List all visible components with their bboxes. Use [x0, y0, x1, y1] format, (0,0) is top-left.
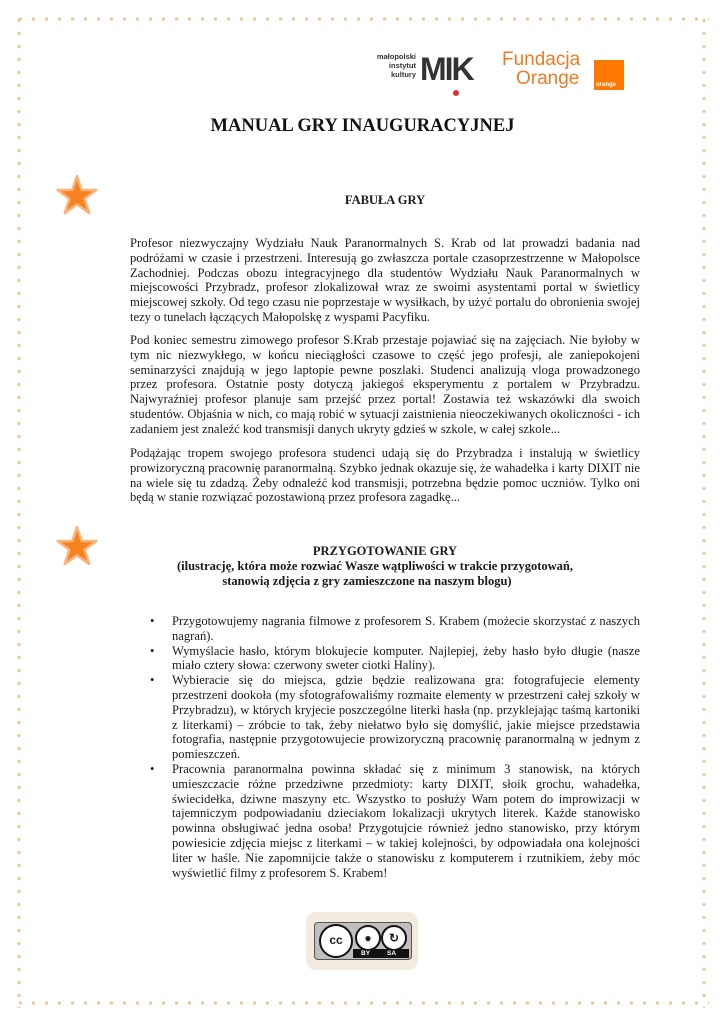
- page-title: MANUAL GRY INAUGURACYJNEJ: [210, 116, 515, 136]
- cc-icon: cc: [319, 924, 353, 958]
- list-item-text: Wybieracie się do miejsca, gdzie będzie realizowana gra: fotografujecie elementy przestrzeni dookoła (my sfotografowaliśmy rozmaite elementy w przestrzeni całej szkoły w Przybradzu), w których kryjecie poszczególne literki hasła (np. przyklejając taśmą kartoniki z literkami) – zróbcie to tak, żeby niełatwo było się domyślić, jakie miejsce przedstawia fotografia, następnie przygotowujecie prowizoryczną pracownię paranormalną w jednym z pomieszczeń.: [172, 673, 640, 762]
- orange-name-line: Orange: [516, 68, 580, 89]
- cc-sa-label: SA: [387, 950, 397, 957]
- border-bottom: [14, 998, 709, 1008]
- cc-license-badge: [306, 912, 418, 970]
- cc-license-box: [314, 922, 412, 960]
- border-right: [699, 14, 709, 1008]
- orange-name-line: Fundacja: [502, 49, 581, 70]
- mik-logo: [372, 52, 482, 88]
- story-paragraph: Podążając tropem swojego profesora studenci udają się do Przybradza i instalują w świetlicy prowizoryczną pracownię paranormalną. Szybko jednak okazuje się, że wahadełka i karty DIXIT nie na wiele się tu zdadzą. Żeby odnaleźć kod transmisji, potrzebna będzie pomoc uczniów. Tylko oni będą w stanie rozwiązać pozostawioną przez profesora zagadkę...: [130, 446, 640, 505]
- mik-text-line: małopolski: [376, 52, 416, 61]
- list-item: [150, 644, 640, 674]
- mik-wordmark: MIK: [420, 51, 473, 87]
- mik-text-line: instytut: [388, 61, 416, 70]
- orange-square-logo: [594, 60, 624, 90]
- bullet-icon: •: [150, 643, 155, 658]
- cc-terms-bar: [353, 949, 409, 958]
- orange-square-label: orange: [596, 82, 617, 88]
- cc-by-label: BY: [361, 950, 371, 957]
- preparation-list: [150, 614, 640, 880]
- list-item-text: Przygotowujemy nagrania filmowe z profesorem S. Krabem (możecie skorzystać z naszych nagrań).: [172, 614, 640, 643]
- list-item: [150, 762, 640, 880]
- section-title-fabula: FABUŁA GRY: [344, 193, 426, 207]
- story-paragraph: Pod koniec semestru zimowego profesor S.Krab przestaje pojawiać się na zajęciach. Nie byłoby w tym nic niezwykłego, w końcu nieciągłości czasowe to część jego profesji, ale zaniepokojeni seminarzyści znajdują w jego laptopie pewne poszlaki. Studenci analizują vloga prowadzonego przez profesora. Ostatnie posty dotyczą jakiegoś eksperymentu z portalem w Przybradzu. Najwyraźniej profesor planuje sam przejść przez portal! Zostawia też wskazówki dla swoich studentów. Objaśnia w nich, co mają robić w sytuacji zaistnienia nieoczekiwanych okoliczności - ich zadaniem jest znaleźć kod transmisji danych ukryty gdzieś w szkole, w całej szkole...: [130, 333, 640, 436]
- bullet-icon: •: [150, 673, 155, 688]
- share-alike-icon: ↻: [381, 925, 407, 951]
- attribution-person-icon: ●: [355, 925, 381, 951]
- header-logos: [360, 42, 620, 102]
- list-item: [150, 673, 640, 762]
- list-item-text: Wymyślacie hasło, którym blokujecie komputer. Najlepiej, żeby hasło było długie (nasze miało cztery słowa: czerwony sweter ciotki Haliny).: [172, 643, 640, 673]
- mik-institute-name: [372, 52, 416, 79]
- mik-text-line: kultury: [390, 70, 416, 79]
- story-paragraph: Profesor niezwyczajny Wydziału Nauk Paranormalnych S. Krab od lat prowadzi badania nad podróżami w czasie i przestrzeni. Interesują go zwłaszcza portale czasoprzestrzenne w Małopolsce Zachodniej. Podczas obozu integracyjnego dla studentów Wydziału Nauk Paranormalnych w miejscowości Przybradz, profesor zlokalizował wraz ze swoimi asystentami portal w świetlicy miejscowej szkoły. Od tego czasu nie poprzestaje w wysiłkach, by użyć portalu do obronienia swojej tezy o tunelach łączących Małopolskę z wyspami Pacyfiku.: [130, 236, 640, 324]
- border-left: [14, 14, 24, 1008]
- list-item: [150, 614, 640, 644]
- section-subtitle-line: (ilustrację, która może rozwiać Wasze wątpliwości w trakcie przygotowań,: [177, 559, 573, 573]
- section-subtitle-line: stanowią zdjęcia z gry zamieszczone na naszym blogu): [222, 574, 512, 588]
- bullet-icon: •: [150, 761, 155, 776]
- border-top: [14, 14, 709, 24]
- fundacja-orange-logo: [502, 50, 580, 88]
- section-heading: PRZYGOTOWANIE GRY: [312, 544, 458, 558]
- mik-red-dot: [453, 90, 459, 96]
- section-title-przygotowanie: [0, 544, 725, 589]
- list-item-text: Pracownia paranormalna powinna składać się z minimum 3 stanowisk, na których umieszczacie różne przedziwne przedmioty: karty DIXIT, słoik grochu, wahadełka, świecidełka, dziwne maszyny etc. Wszystko to posłuży Wam potem do improwizacji w tajemniczym podpowiadaniu dzieciakom lokalizacji ukrytych literek. Każde stanowisko powinna obsługiwać jedna osoba! Przygotujcie również jedno stanowisko, przy którym powiesicie zdjęcia miejsc z literkami – w takiej kolejności, by odpowiadała ona kolejności liter w haśle. Nie zapomnijcie także o stanowisku z komputerem i rzutnikiem, żeby móc wyświetlić filmy z profesorem S. Krabem!: [172, 761, 640, 880]
- bullet-icon: •: [150, 614, 155, 628]
